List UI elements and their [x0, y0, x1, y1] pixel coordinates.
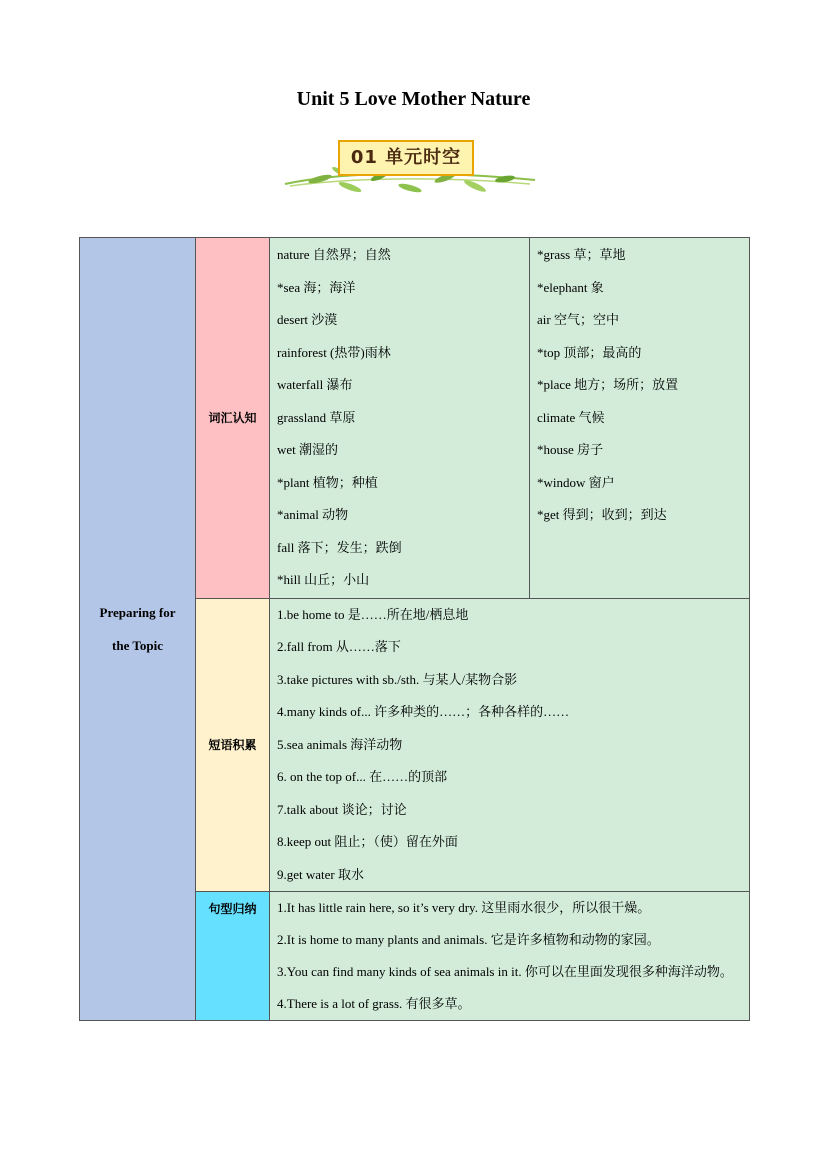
vocab-item: *hill 山丘；小山	[277, 572, 370, 587]
vocab-item: *plant 植物；种植	[277, 474, 378, 490]
sentence-item: 3.You can find many kinds of sea animals in it. 你可以在里面发现很多种海洋动物。	[277, 964, 733, 979]
vocab-item: grassland 草原	[277, 409, 356, 425]
vocab-item: *top 顶部；最高的	[537, 344, 642, 360]
phrases-label: 短语积累	[196, 598, 270, 892]
vocab-item: *grass 草；草地	[537, 247, 626, 262]
vocab-item: *get 得到；收到；到达	[537, 507, 667, 522]
vocab-item: *animal 动物	[277, 507, 349, 522]
vocab-item: *window 窗户	[537, 474, 615, 490]
sentence-item: 4.There is a lot of grass. 有很多草。	[277, 996, 471, 1011]
topic-cell	[80, 238, 196, 1021]
vocab-item: *place 地方；场所；放置	[537, 377, 679, 392]
vocab-item: fall 落下；发生；跌倒	[277, 539, 402, 555]
vocab-item: *house 房子	[537, 442, 604, 457]
sentence-item: 2.It is home to many plants and animals. 它是许多植物和动物的家园。	[277, 932, 660, 947]
banner-text: 01 单元时空	[350, 147, 462, 168]
vocab-item: climate 气候	[537, 409, 605, 425]
phrase-item: 1.be home to 是……所在地/栖息地	[277, 606, 469, 622]
content-table	[79, 237, 750, 1021]
vocab-cell	[270, 238, 750, 599]
vocab-item: nature 自然界；自然	[277, 247, 391, 262]
vocab-item: wet 潮湿的	[277, 442, 339, 457]
page-title: Unit 5 Love Mother Nature	[296, 88, 531, 110]
phrase-item: 5.sea animals 海洋动物	[277, 736, 403, 752]
phrase-item: 6. on the top of... 在……的顶部	[277, 769, 448, 784]
vocab-item: desert 沙漠	[277, 312, 338, 327]
section-banner	[280, 132, 540, 202]
topic-line: the Topic	[112, 638, 163, 653]
sentences-label: 句型归纳	[196, 892, 270, 1021]
vocab-label: 词汇认知	[196, 238, 270, 599]
vocab-left-column	[270, 238, 530, 598]
phrases-cell	[270, 598, 750, 892]
phrase-item: 8.keep out 阻止；（使）留在外面	[277, 834, 458, 849]
vocab-item: waterfall 瀑布	[277, 377, 353, 392]
vocab-right-column	[530, 238, 749, 598]
vocab-item: *sea 海；海洋	[277, 279, 356, 295]
vocab-item: rainforest (热带)雨林	[277, 344, 391, 360]
phrase-item: 7.talk about 谈论；讨论	[277, 801, 407, 817]
sentence-item: 1.It has little rain here, so it’s very dry. 这里雨水很少，所以很干燥。	[277, 900, 651, 915]
phrase-item: 3.take pictures with sb./sth. 与某人/某物合影	[277, 671, 518, 687]
sentences-cell	[270, 892, 750, 1021]
phrase-item: 9.get water 取水	[277, 866, 365, 882]
phrase-item: 2.fall from 从……落下	[277, 639, 401, 654]
vocab-item: *elephant 象	[537, 279, 604, 295]
topic-line: Preparing for	[99, 605, 176, 620]
phrase-item: 4.many kinds of... 许多种类的……；各种各样的……	[277, 704, 570, 719]
vocab-item: air 空气；空中	[537, 312, 619, 327]
